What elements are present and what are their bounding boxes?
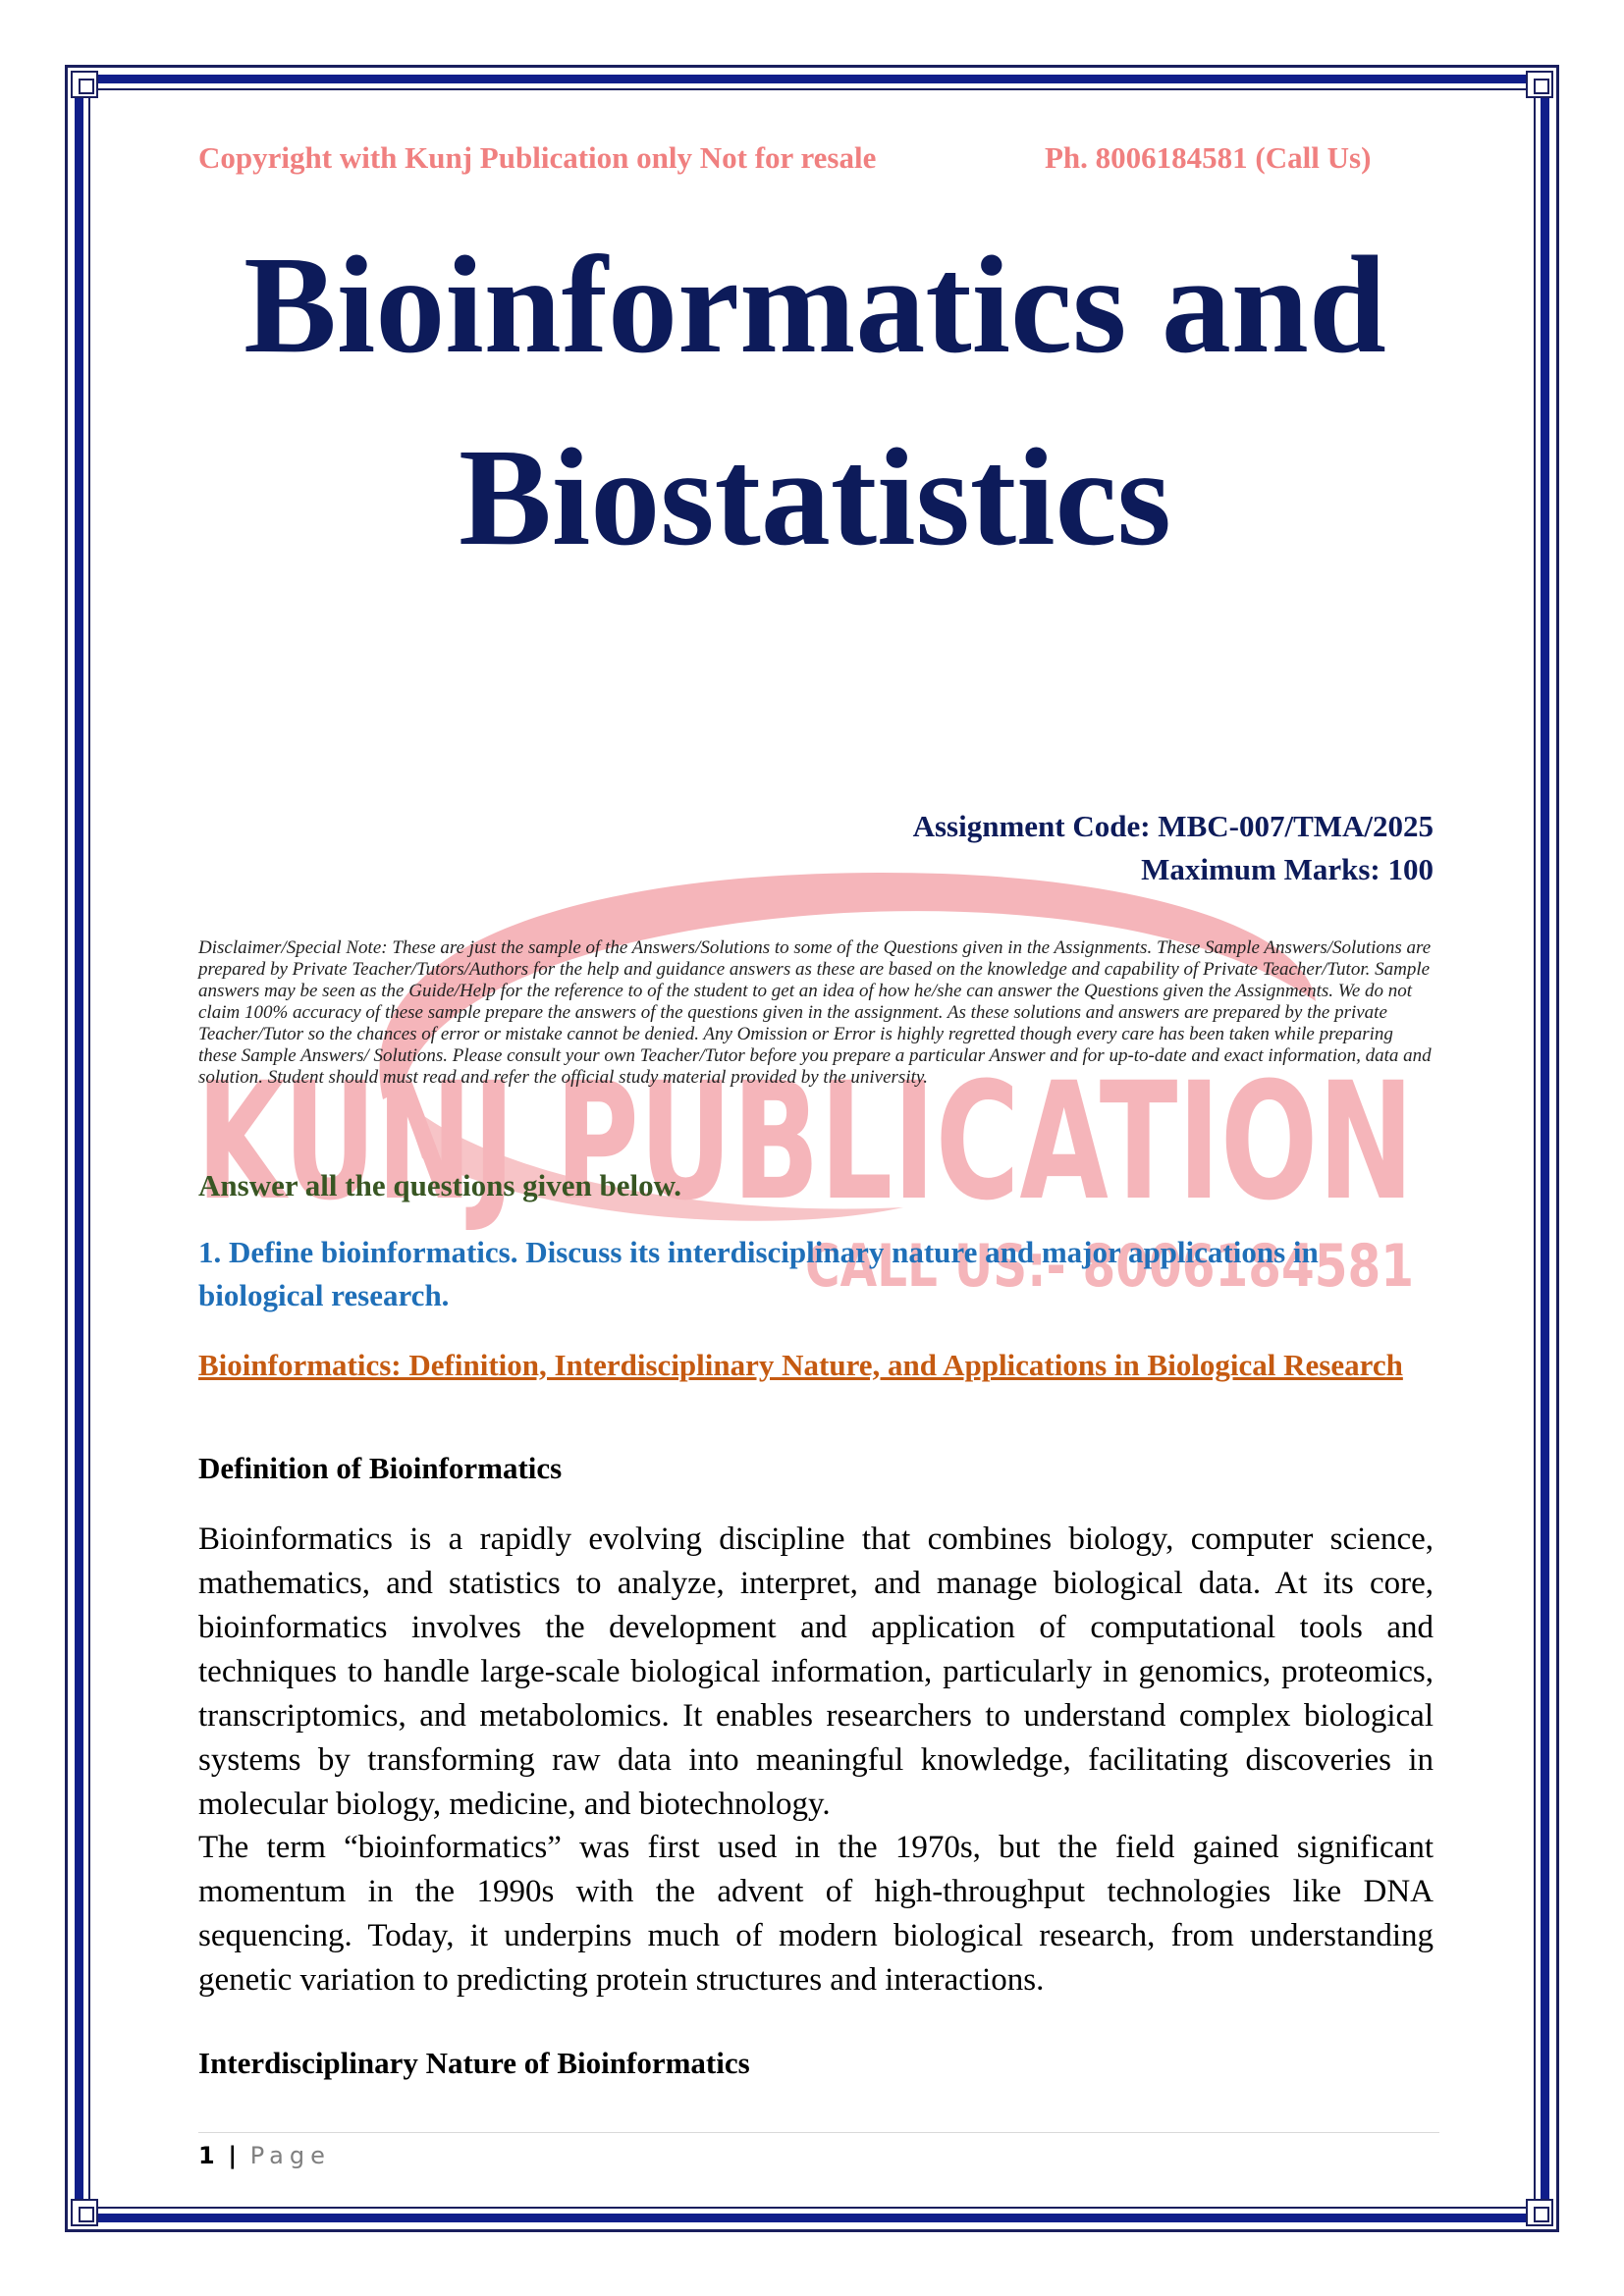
corner-ornament-top-left	[71, 71, 98, 98]
assignment-meta	[198, 805, 1434, 891]
contact-phone: Ph. 8006184581 (Call Us)	[1045, 140, 1372, 175]
assignment-code: Assignment Code: MBC-007/TMA/2025	[912, 809, 1434, 843]
watermark-call-text: CALL US:- 8006184581	[805, 1232, 1414, 1301]
footer-divider	[198, 2132, 1439, 2133]
page-number: 1	[198, 2142, 215, 2169]
watermark-brand-text: KUNJ PUBLICATION	[196, 1047, 1414, 1236]
corner-ornament-bottom-right	[1526, 2199, 1553, 2226]
document-title	[177, 208, 1453, 593]
paragraph-definition: Bioinformatics is a rapidly evolving discipline that combines biology, computer science, mathematics, and statistics to analyze, interpret, and manage biological data. At its core, bioinformatics involves the development and application of computational tools and techniques to handle large-scale biological information, particularly in genomics, proteomics, transcriptomics, and metabolomics. It enables researchers to understand complex biological systems by transforming raw data into meaningful knowledge, facilitating discoveries in molecular biology, medicine, and biotechnology.	[198, 1522, 1434, 1822]
question-1: 1. Define bioinformatics. Discuss its interdisciplinary nature and major applications in biological research.	[198, 1235, 1319, 1312]
page-separator: |	[228, 2142, 238, 2169]
copyright-notice: Copyright with Kunj Publication only Not for resale	[198, 140, 877, 175]
instruction-line: Answer all the questions given below.	[198, 1168, 682, 1202]
paragraph-history: The term “bioinformatics” was first used in the 1970s, but the field gained significant momentum in the 1990s with the advent of high-throughput technologies like DNA sequencing. Today, it underpins much of modern biological research, from understanding genetic variation to predicting protein structures and interactions.	[198, 1830, 1434, 1998]
copyright-line	[198, 140, 1434, 176]
disclaimer-note: Disclaimer/Special Note: These are just the sample of the Answers/Solutions to some of the Questions given in the Assignments. These Sample Answers/Solutions are prepared by Private Teacher/Tutors/Authors for the help and guidance answers as these are based on the knowledge and capability of Private Teacher/Tutor. Sample answers may be seen as the Guide/Help for the reference to of the student to get an idea of how he/she can answer the Questions given the Assignments. We do not claim 100% accuracy of these sample prepare the answers of the questions given in the assignment. As these solutions and answers are prepared by the private Teacher/Tutor so the chances of error or mistake cannot be denied. Any Omission or Error is highly regretted though every care has been taken while preparing these Sample Answers/ Solutions. Please consult your own Teacher/Tutor before you prepare a particular Answer and for up-to-date and exact information, data and solution. Student should must read and refer the official study material provided by the university.	[198, 937, 1432, 1088]
title-line-1: Bioinformatics and	[244, 227, 1386, 382]
corner-ornament-bottom-left	[71, 2199, 98, 2226]
corner-ornament-top-right	[1526, 71, 1553, 98]
maximum-marks: Maximum Marks: 100	[1141, 852, 1434, 886]
subheading-definition: Definition of Bioinformatics	[198, 1451, 563, 1485]
section-heading: Bioinformatics: Definition, Interdisciplinary Nature, and Applications in Biological Research	[198, 1348, 1403, 1382]
title-line-2: Biostatistics	[459, 419, 1171, 574]
subheading-interdisciplinary: Interdisciplinary Nature of Bioinformatics	[198, 2046, 750, 2080]
page-footer	[198, 2142, 331, 2169]
page-label: Page	[249, 2142, 331, 2169]
